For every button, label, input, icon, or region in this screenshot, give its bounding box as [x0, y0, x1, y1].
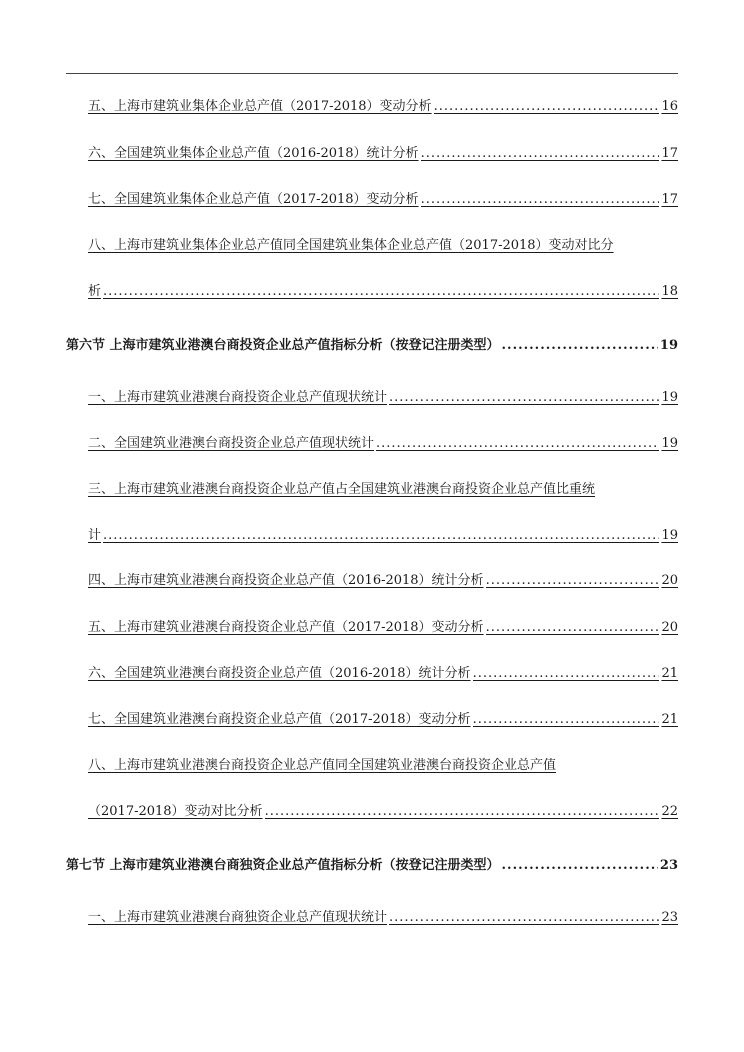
toc-line[interactable]	[88, 390, 678, 406]
toc-leader-dots	[473, 666, 660, 682]
toc-text: 六、全国建筑业港澳台商投资企业总产值（2016-2018）统计分析	[88, 666, 471, 681]
toc-page-number: 16	[661, 99, 678, 114]
toc-line[interactable]	[88, 99, 678, 115]
toc-leader-dots	[103, 528, 659, 544]
toc-text: 第六节 上海市建筑业港澳台商投资企业总产值指标分析（按登记注册类型）	[66, 338, 500, 353]
toc-page-number: 17	[661, 192, 678, 207]
toc-line[interactable]	[88, 528, 678, 544]
toc-leader-dots	[486, 573, 660, 589]
toc-text: 一、上海市建筑业港澳台商投资企业总产值现状统计	[88, 390, 388, 405]
toc-line[interactable]	[88, 284, 678, 300]
toc-line[interactable]	[88, 238, 678, 254]
toc-line[interactable]	[88, 666, 678, 682]
toc-text: 三、上海市建筑业港澳台商投资企业总产值占全国建筑业港澳台商投资企业总产值比重统	[88, 482, 596, 497]
toc-page-number: 21	[661, 712, 678, 727]
toc-line[interactable]	[88, 192, 678, 208]
toc-page-number: 22	[661, 804, 678, 819]
toc-text: 八、上海市建筑业集体企业总产值同全国建筑业集体企业总产值（2017-2018）变动对比分	[88, 238, 614, 253]
toc-text: 五、上海市建筑业集体企业总产值（2017-2018）变动分析	[88, 99, 432, 114]
toc-line[interactable]	[88, 146, 678, 162]
toc-line[interactable]	[88, 620, 678, 636]
toc-text: （2017-2018）变动对比分析	[88, 804, 263, 819]
toc-page-number: 19	[659, 338, 678, 353]
toc-page-number: 20	[661, 620, 678, 635]
toc-page-number: 21	[661, 666, 678, 681]
toc-text: 四、上海市建筑业港澳台商投资企业总产值（2016-2018）统计分析	[88, 573, 484, 588]
toc-text: 第七节 上海市建筑业港澳台商独资企业总产值指标分析（按登记注册类型）	[66, 858, 500, 873]
toc-leader-dots	[389, 390, 659, 406]
toc-leader-dots	[434, 99, 660, 115]
header-rule	[66, 73, 678, 74]
toc-text: 八、上海市建筑业港澳台商投资企业总产值同全国建筑业港澳台商投资企业总产值	[88, 758, 557, 773]
toc-leader-dots	[103, 284, 659, 300]
toc-leader-dots	[421, 192, 660, 208]
toc-text: 七、全国建筑业集体企业总产值（2017-2018）变动分析	[88, 192, 419, 207]
toc-page-number: 19	[661, 436, 678, 451]
toc-text: 析	[88, 284, 102, 299]
toc-page-number: 20	[661, 573, 678, 588]
toc-line[interactable]	[66, 338, 678, 354]
toc-text: 七、全国建筑业港澳台商投资企业总产值（2017-2018）变动分析	[88, 712, 471, 727]
toc-leader-dots	[389, 910, 659, 926]
toc-line[interactable]	[88, 573, 678, 589]
toc-line[interactable]	[88, 436, 678, 452]
toc-leader-dots	[502, 338, 658, 354]
toc-text: 五、上海市建筑业港澳台商投资企业总产值（2017-2018）变动分析	[88, 620, 484, 635]
toc-leader-dots	[473, 712, 660, 728]
toc-text: 一、上海市建筑业港澳台商独资企业总产值现状统计	[88, 910, 388, 925]
toc-leader-dots	[486, 620, 660, 636]
toc-line[interactable]	[66, 858, 678, 874]
toc-leader-dots	[421, 146, 660, 162]
toc-text: 六、全国建筑业集体企业总产值（2016-2018）统计分析	[88, 146, 419, 161]
toc-page-number: 19	[661, 390, 678, 405]
toc-page-number: 19	[661, 528, 678, 543]
toc-line[interactable]	[88, 482, 678, 498]
toc-line[interactable]	[88, 712, 678, 728]
toc-page-number: 23	[661, 910, 678, 925]
toc-leader-dots	[376, 436, 659, 452]
toc-line[interactable]	[88, 804, 678, 820]
toc-text: 二、全国建筑业港澳台商投资企业总产值现状统计	[88, 436, 375, 451]
toc-text: 计	[88, 528, 102, 543]
toc-page-number: 18	[661, 284, 678, 299]
toc-leader-dots	[502, 858, 658, 874]
toc-leader-dots	[265, 804, 660, 820]
toc-line[interactable]	[88, 758, 678, 774]
toc-page-number: 23	[659, 858, 678, 873]
toc-page-number: 17	[661, 146, 678, 161]
toc-line[interactable]	[88, 910, 678, 926]
